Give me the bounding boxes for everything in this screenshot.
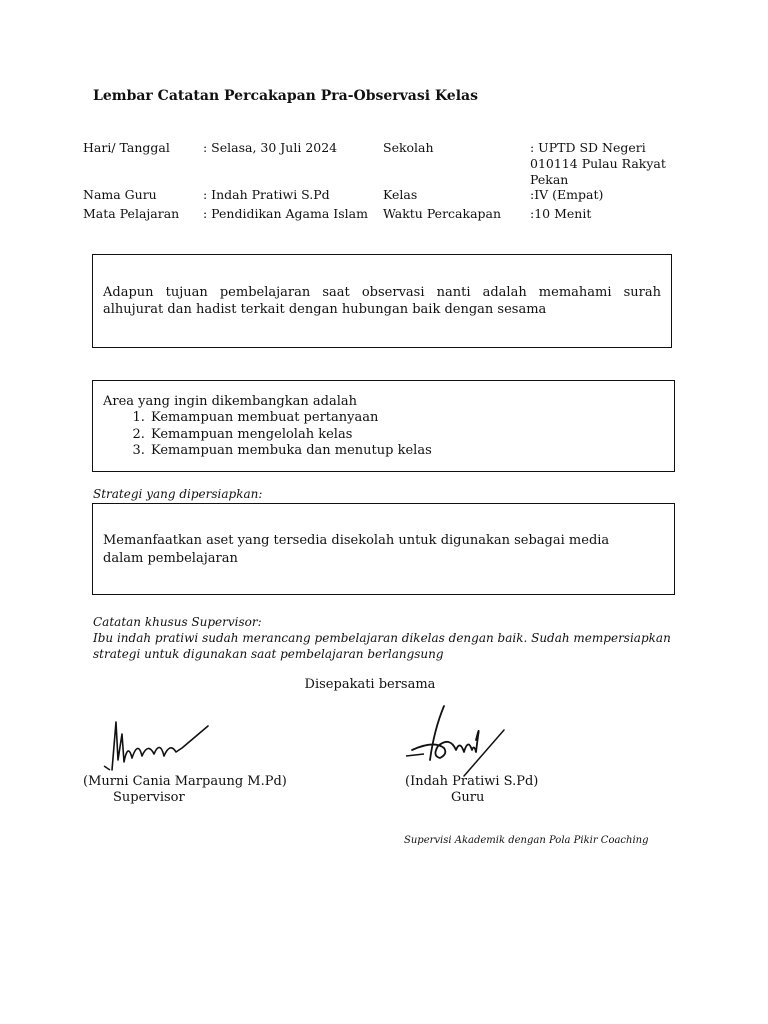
guru-role: Guru [451, 790, 485, 805]
kelas-label: Kelas [383, 187, 418, 202]
strategi-text: Memanfaatkan aset yang tersedia disekolah untuk digunakan sebagai media dalam pembelajaran [103, 533, 610, 566]
guru-label: Nama Guru [83, 187, 157, 202]
tujuan-text: Adapun tujuan pembelajaran saat observasi nanti adalah memahami surah alhujurat dan hadist terkait dengan hubungan baik dengan sesama [103, 285, 661, 317]
strategi-heading: Strategi yang dipersiapkan: [93, 487, 263, 501]
supervisor-signature [98, 712, 218, 782]
guru-value: : Indah Pratiwi S.Pd [203, 187, 330, 202]
area-box [92, 380, 675, 472]
area-list [103, 410, 432, 460]
catatan-section [93, 614, 671, 662]
area-item: 1. Kemampuan membuat pertanyaan [149, 410, 432, 427]
area-item: 2. Kemampuan mengelolah kelas [149, 427, 432, 444]
hari-label: Hari/ Tanggal [83, 140, 170, 155]
sekolah-value-line3: Pekan [530, 172, 569, 187]
area-lead: Area yang ingin dikembangkan adalah [103, 394, 357, 409]
strategi-box [92, 503, 675, 595]
catatan-line: Ibu indah pratiwi sudah merancang pembelajaran dikelas dengan baik. Sudah mempersiapkan [93, 631, 671, 645]
kelas-value: :IV (Empat) [530, 187, 604, 202]
supervisor-name: (Murni Cania Marpaung M.Pd) [83, 774, 287, 789]
area-item: 3. Kemampuan membuka dan menutup kelas [149, 443, 432, 460]
sekolah-label: Sekolah [383, 140, 434, 155]
guru-name: (Indah Pratiwi S.Pd) [405, 774, 539, 789]
document-title: Lembar Catatan Percakapan Pra-Observasi Kelas [93, 88, 478, 104]
mapel-label: Mata Pelajaran [83, 206, 180, 221]
catatan-line: strategi untuk digunakan saat pembelajaran berlangsung [93, 647, 444, 661]
waktu-value: :10 Menit [530, 206, 592, 221]
hari-value: : Selasa, 30 Juli 2024 [203, 140, 338, 155]
waktu-label: Waktu Percakapan [383, 206, 502, 221]
footer-text: Supervisi Akademik dengan Pola Pikir Coaching [404, 835, 649, 846]
disepakati-label: Disepakati bersama [304, 677, 436, 692]
sekolah-value-line2: 010114 Pulau Rakyat [530, 156, 666, 171]
sekolah-value-line1: : UPTD SD Negeri [530, 140, 646, 155]
mapel-value: : Pendidikan Agama Islam [203, 206, 368, 221]
supervisor-role: Supervisor [113, 790, 185, 805]
catatan-heading: Catatan khusus Supervisor: [93, 615, 262, 629]
tujuan-box [92, 254, 672, 348]
guru-signature [404, 700, 514, 780]
